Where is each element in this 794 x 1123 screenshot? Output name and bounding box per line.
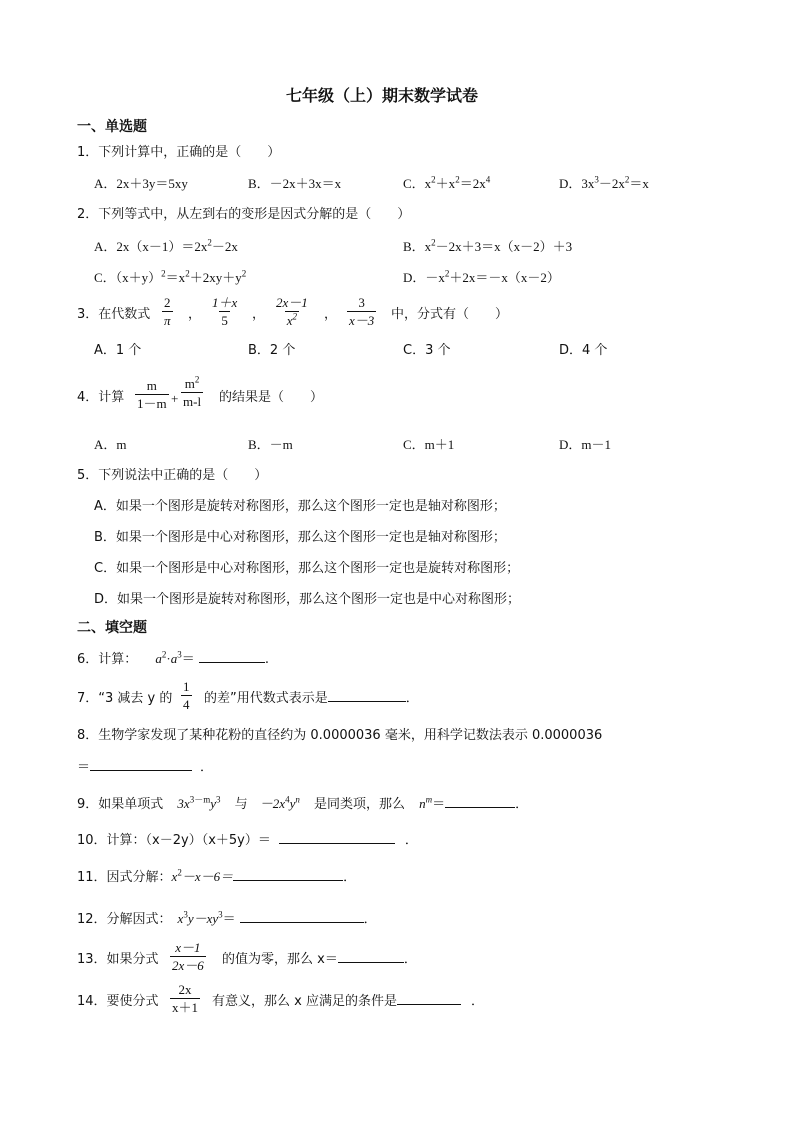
fraction-denominator: x＋1 [172, 1000, 199, 1015]
question-1-stem: 1．下列计算中，正确的是（ ） [77, 145, 281, 160]
q2-option-c: C．$(x+y)^2=x^2+2xy+y^2$ [94, 268, 247, 285]
q3-fraction-4 [347, 296, 376, 327]
question-3-stem: 3．在代数式 [77, 307, 151, 322]
answer-blank[interactable] [199, 661, 265, 663]
fraction-denominator: 4 [183, 697, 190, 712]
fraction-denominator: $x^2$ [286, 311, 298, 328]
q3-option-d: D．4 个 [559, 343, 608, 358]
fraction-denominator: x－3 [349, 313, 375, 328]
q5-option-a: A．如果一个图形是旋转对称图形，那么这个图形一定也是轴对称图形； [94, 499, 506, 514]
question-10: 10．计算：（x－2y）（x＋5y）＝ ． [77, 833, 418, 848]
q3-fraction-1 [162, 296, 173, 327]
answer-blank[interactable] [279, 842, 395, 844]
question-5-stem: 5．下列说法中正确的是（ ） [77, 468, 268, 483]
question-9: 9．如果单项式 $3x^{3-m}y^3$ 与 $-2x^4y^n$ 是同类项，那么 $n^m=$ ． [77, 794, 529, 812]
fraction-numerator: 2x [178, 982, 192, 997]
q3-option-a: A．1 个 [94, 343, 142, 358]
q3-separator-1: ， [188, 307, 202, 322]
q4-option-a: A．m [94, 437, 127, 452]
fraction-numerator: m [146, 378, 157, 393]
q3-fraction-2 [210, 296, 239, 327]
fraction-numerator: x－1 [175, 940, 201, 955]
q1-option-a: A．2x＋3y＝5xy [94, 176, 188, 191]
q4-fraction-1 [135, 379, 169, 410]
question-14-suffix: 有意义，那么 x 应满足的条件是 ． [212, 994, 484, 1009]
answer-blank[interactable] [328, 700, 406, 702]
q5-option-d: D．如果一个图形是旋转对称图形，那么这个图形一定也是中心对称图形； [94, 592, 521, 607]
answer-blank[interactable] [233, 879, 343, 881]
fraction-numerator: $m^2$ [184, 374, 200, 391]
q3-separator-3: ， [324, 307, 338, 322]
q14-fraction [170, 983, 200, 1014]
fraction-denominator: 1－m [137, 396, 167, 411]
section-heading-single-choice: 一、单选题 [77, 119, 147, 135]
fraction-numerator: 2x－1 [276, 295, 308, 310]
question-4-tail: 的结果是（ ） [219, 390, 324, 405]
q3-option-c: C．3 个 [403, 343, 451, 358]
q4-option-c: C．m＋1 [403, 437, 455, 452]
fraction-numerator: 1＋x [212, 295, 238, 310]
fraction-denominator: π [164, 313, 171, 328]
q1-option-b: B．－2x＋3x＝x [248, 176, 342, 191]
q4-option-d: D．m－1 [559, 437, 612, 452]
q1-option-d: D．$3x^3-2x^2=x$ [559, 174, 649, 191]
fraction-denominator: 5 [221, 313, 228, 328]
q13-fraction [170, 941, 206, 972]
fraction-denominator: 2x－6 [172, 958, 204, 973]
q2-option-d: D．$-x^2+2x=-x(x-2)$ [403, 268, 560, 285]
q5-option-b: B．如果一个图形是中心对称图形，那么这个图形一定也是轴对称图形； [94, 530, 506, 545]
q2-option-a: A．$2x(x-1)=2x^2-2x$ [94, 237, 238, 254]
section-heading-fill-blank: 二、填空题 [77, 620, 147, 636]
question-7-suffix: 的差”用代数式表示是 ． [204, 691, 419, 706]
fraction-numerator: 1 [183, 679, 190, 694]
q4-plus-sign: + [171, 391, 179, 406]
q4-fraction-2 [181, 374, 203, 409]
q4-option-b: B．－m [248, 437, 293, 452]
answer-blank[interactable] [397, 1003, 461, 1005]
answer-blank[interactable] [338, 961, 404, 963]
answer-blank[interactable] [90, 769, 192, 771]
question-6: 6．计算： $a^2\cdot a^3=$ . [77, 649, 270, 667]
q3-option-b: B．2 个 [248, 343, 296, 358]
question-13-suffix: 的值为零，那么 x＝ ． [222, 952, 417, 967]
fraction-numerator: 3 [358, 295, 365, 310]
answer-blank[interactable] [445, 806, 515, 808]
answer-blank[interactable] [240, 921, 364, 923]
page-title: 七年级（上）期末数学试卷 [286, 86, 479, 105]
question-12: 12．分解因式： $x^3y-xy^3=$ ． [77, 909, 377, 927]
q1-option-c: C．$x^2+x^2=2x^4$ [403, 174, 491, 191]
q2-option-b: B．$x^2-2x+3=x(x-2)+3$ [403, 237, 573, 254]
q5-option-c: C．如果一个图形是中心对称图形，那么这个图形一定也是旋转对称图形； [94, 561, 520, 576]
question-8-line-1: 8．生物学家发现了某种花粉的直径约为 0.0000036 毫米，用科学记数法表示 0.0000036 [77, 728, 603, 743]
question-8-line-2: ＝ ． [77, 760, 214, 775]
question-14-prefix: 14．要使分式 [77, 994, 159, 1009]
fraction-denominator: m-l [183, 394, 202, 409]
fraction-numerator: 2 [164, 295, 171, 310]
question-11: 11．因式分解：$x^2-x-6=$ ． [77, 867, 357, 885]
question-2-stem: 2．下列等式中，从左到右的变形是因式分解的是（ ） [77, 207, 411, 222]
question-4-stem: 4．计算 [77, 390, 125, 405]
question-3-tail: 中，分式有（ ） [391, 307, 509, 322]
q3-separator-2: ， [252, 307, 266, 322]
q7-fraction [181, 680, 192, 711]
q3-fraction-3 [274, 296, 310, 327]
question-13-prefix: 13．如果分式 [77, 952, 159, 967]
question-7-prefix: 7．“3 减去 y 的 [77, 691, 173, 706]
